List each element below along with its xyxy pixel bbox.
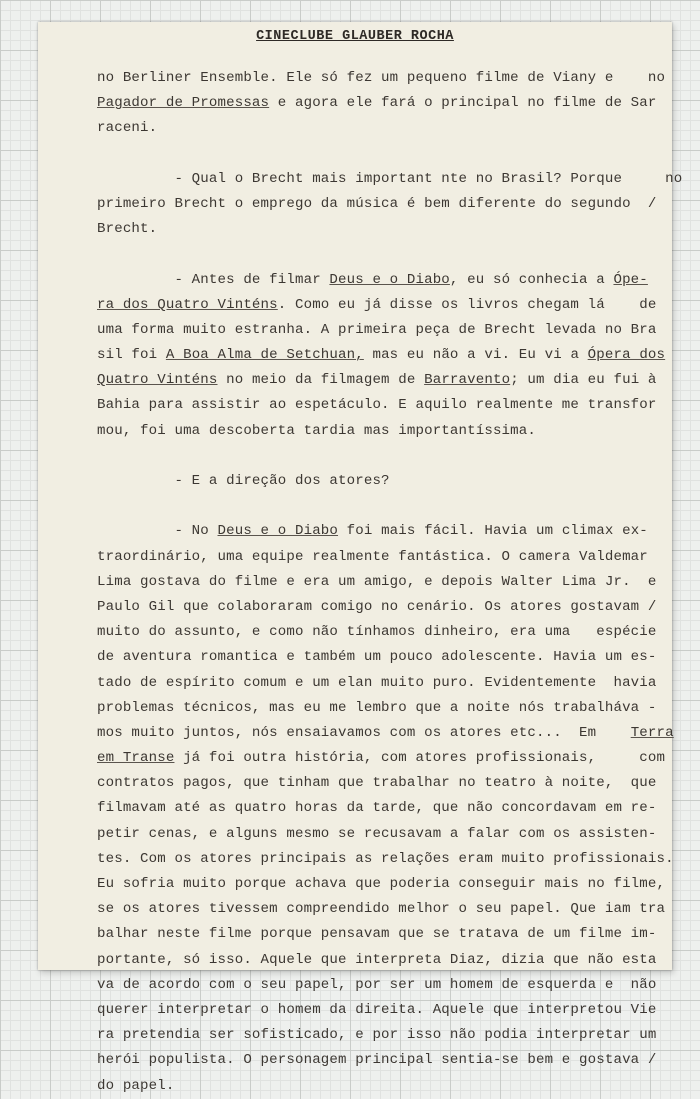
text-segment: sil foi: [97, 347, 166, 364]
text-line: [97, 242, 625, 267]
text-segment: herói populista. O personagem principal sentia-se bem e gostava /: [97, 1052, 657, 1069]
text-segment: , eu só conhecia a: [449, 271, 614, 288]
text-line: [97, 746, 666, 771]
text-line: [97, 948, 657, 973]
text-segment: traordinário, uma equipe realmente fantástica. O camera Valdemar: [97, 548, 648, 565]
text-segment: Lima gostava do filme e era um amigo, e depois Walter Lima Jr. e: [97, 573, 657, 590]
underlined-title: Ópe-: [613, 271, 648, 288]
underlined-title: Quatro Vinténs: [97, 372, 218, 389]
text-line: [97, 318, 657, 343]
text-segment: Paulo Gil que colaboraram comigo no cenário. Os atores gostavam /: [97, 598, 657, 615]
text-segment: tado de espírito comum e um elan muito puro. Evidentemente havia: [97, 674, 657, 691]
text-line: [97, 268, 648, 293]
body-text: [97, 66, 683, 1099]
text-segment: portante, só isso. Aquele que interpreta Diaz, dizia que não esta: [97, 951, 657, 968]
text-segment: se os atores tivessem compreendido melhor o seu papel. Que iam tra: [97, 901, 666, 918]
text-segment: mos muito juntos, nós ensaiavamos com os atores etc... Em: [97, 724, 631, 741]
underlined-title: Ópera dos: [587, 347, 666, 364]
text-line: [97, 519, 648, 544]
text-segment: ra pretendia ser sofisticado, e por isso não podia interpretar um: [97, 1027, 657, 1044]
text-line: [97, 419, 625, 444]
text-segment: do papel.: [97, 1077, 175, 1094]
page-header: CINECLUBE GLAUBER ROCHA: [256, 29, 454, 44]
text-line: [97, 973, 657, 998]
text-line: [97, 469, 625, 494]
underlined-title: A Boa Alma de Setchuan,: [165, 347, 364, 364]
text-segment: de aventura romantica e também um pouco adolescente. Havia um es-: [97, 649, 657, 666]
text-line: [97, 1048, 657, 1073]
text-line: [97, 393, 657, 418]
text-line: [97, 545, 648, 570]
text-line: [97, 570, 657, 595]
text-segment: muito do assunto, e como não tínhamos dinheiro, era uma espécie: [97, 624, 657, 641]
text-line: [97, 595, 657, 620]
text-line: [97, 721, 674, 746]
underlined-title: Terra: [630, 724, 674, 741]
text-segment: problemas técnicos, mas eu me lembro que a noite nós trabalháva -: [97, 699, 657, 716]
text-segment: no meio da filmagem de: [217, 372, 425, 389]
text-segment: - Qual o Brecht mais important nte no Brasil? Porque no: [97, 170, 683, 187]
text-segment: petir cenas, e alguns mesmo se recusavam a falar com os assisten-: [97, 825, 657, 842]
text-segment: - E a direção dos atores?: [97, 473, 390, 489]
underlined-title: ra dos Quatro Vinténs: [97, 296, 278, 313]
text-segment: balhar neste filme porque pensavam que se tratava de um filme im-: [97, 926, 657, 943]
text-segment: uma forma muito estranha. A primeira peça de Brecht levada no Bra: [97, 321, 657, 338]
text-segment: contratos pagos, que tinham que trabalhar no teatro à noite, que: [97, 775, 657, 792]
text-segment: e agora ele fará o principal no filme de Sar: [269, 95, 657, 112]
text-segment: já foi outra história, com atores profissionais, com: [174, 750, 666, 767]
text-line: [97, 293, 657, 318]
text-line: [97, 1023, 657, 1048]
text-line: [97, 671, 657, 696]
text-line: [97, 368, 657, 393]
text-line: [97, 822, 657, 847]
text-line: [97, 922, 657, 947]
text-line: [97, 91, 657, 116]
text-segment: Bahia para assistir ao espetáculo. E aquilo realmente me transfor: [97, 397, 657, 414]
text-line: [97, 796, 657, 821]
text-line: [97, 620, 657, 645]
underlined-title: em Transe: [97, 750, 175, 767]
text-line: [97, 217, 625, 242]
text-line: [97, 1074, 625, 1099]
underlined-title: Deus e o Diabo: [329, 271, 450, 288]
text-segment: va de acordo com o seu papel, por ser um homem de esquerda e não: [97, 976, 657, 993]
text-line: [97, 116, 625, 141]
text-segment: Brecht.: [97, 221, 158, 238]
underlined-title: Deus e o Diabo: [217, 523, 339, 540]
underlined-title: Barravento: [424, 372, 511, 389]
text-line: [97, 142, 625, 167]
underlined-title: Pagador de Promessas: [97, 95, 270, 112]
text-segment: tes. Com os atores principais as relações eram muito profissionais.: [97, 850, 674, 867]
text-segment: Eu sofria muito porque achava que poderia conseguir mais no filme,: [97, 876, 666, 892]
text-line: [97, 897, 666, 922]
text-line: [97, 872, 666, 897]
text-line: [97, 696, 657, 721]
text-segment: querer interpretar o homem da direita. Aquele que interpretou Vie: [97, 1001, 657, 1018]
text-segment: mas eu não a vi. Eu vi a: [363, 347, 588, 364]
text-line: [97, 771, 657, 796]
text-line: [97, 167, 683, 192]
text-segment: . Como eu já disse os livros chegam lá de: [277, 296, 657, 313]
text-line: [97, 444, 625, 469]
text-segment: - No: [97, 523, 218, 540]
text-line: [97, 343, 666, 368]
text-segment: filmavam até as quatro horas da tarde, que não concordavam em re-: [97, 800, 657, 817]
text-segment: mou, foi uma descoberta tardia mas importantíssima.: [97, 422, 536, 439]
text-line: [97, 847, 674, 872]
typewritten-page: [38, 22, 683, 1094]
text-segment: - Antes de filmar: [97, 271, 330, 288]
text-line: [97, 494, 625, 519]
text-line: [97, 998, 657, 1023]
text-line: [97, 66, 666, 91]
text-segment: raceni.: [97, 120, 158, 137]
text-line: [97, 645, 657, 670]
text-segment: no Berliner Ensemble. Ele só fez um pequeno filme de Viany e no: [97, 70, 666, 86]
text-line: [97, 192, 657, 217]
text-segment: primeiro Brecht o emprego da música é bem diferente do segundo /: [97, 195, 657, 212]
text-segment: foi mais fácil. Havia um climax ex-: [338, 523, 648, 540]
text-segment: ; um dia eu fui à: [510, 372, 657, 389]
